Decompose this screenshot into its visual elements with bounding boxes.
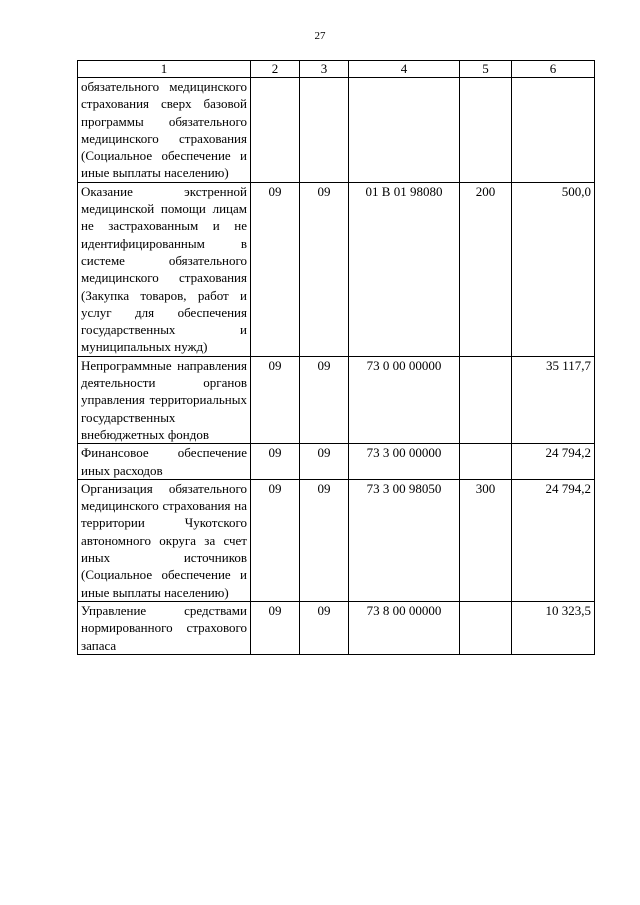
expense-type-code bbox=[460, 601, 512, 654]
target-article-code bbox=[349, 78, 460, 183]
amount bbox=[512, 78, 595, 183]
target-article-code: 73 0 00 00000 bbox=[349, 356, 460, 443]
target-article-code: 73 3 00 00000 bbox=[349, 444, 460, 480]
amount: 24 794,2 bbox=[512, 444, 595, 480]
target-article-code: 73 3 00 98050 bbox=[349, 479, 460, 601]
row-name: Управление средствами нормированного страхового запаса bbox=[78, 601, 251, 654]
section-code: 09 bbox=[251, 444, 300, 480]
table-row bbox=[78, 356, 595, 443]
column-header: 1 bbox=[78, 61, 251, 78]
column-header: 5 bbox=[460, 61, 512, 78]
column-header: 3 bbox=[300, 61, 349, 78]
target-article-code: 01 В 01 98080 bbox=[349, 182, 460, 356]
amount: 10 323,5 bbox=[512, 601, 595, 654]
subsection-code: 09 bbox=[300, 444, 349, 480]
budget-table bbox=[77, 60, 595, 655]
table-row bbox=[78, 78, 595, 183]
page-number: 27 bbox=[314, 30, 326, 42]
row-name: Организация обязательного медицинского страхования на территории Чукотского автономного округа за счет иных источников (Социальное обеспечение и иные выплаты населению) bbox=[78, 479, 251, 601]
amount: 500,0 bbox=[512, 182, 595, 356]
section-code: 09 bbox=[251, 479, 300, 601]
column-header: 2 bbox=[251, 61, 300, 78]
section-code: 09 bbox=[251, 601, 300, 654]
subsection-code: 09 bbox=[300, 601, 349, 654]
section-code: 09 bbox=[251, 356, 300, 443]
row-name: Непрограммные направления деятельности органов управления территориальных государственных внебюджетных фондов bbox=[78, 356, 251, 443]
target-article-code: 73 8 00 00000 bbox=[349, 601, 460, 654]
table-row bbox=[78, 182, 595, 356]
row-name: обязательного медицинского страхования сверх базовой программы обязательного медицинского страхования (Социальное обеспечение и иные выплаты населению) bbox=[78, 78, 251, 183]
expense-type-code: 300 bbox=[460, 479, 512, 601]
row-name: Финансовое обеспечение иных расходов bbox=[78, 444, 251, 480]
amount: 35 117,7 bbox=[512, 356, 595, 443]
column-header: 6 bbox=[512, 61, 595, 78]
table-row bbox=[78, 601, 595, 654]
section-code: 09 bbox=[251, 182, 300, 356]
expense-type-code bbox=[460, 78, 512, 183]
table-row bbox=[78, 444, 595, 480]
expense-type-code: 200 bbox=[460, 182, 512, 356]
header-row bbox=[78, 61, 595, 78]
table-row bbox=[78, 479, 595, 601]
subsection-code bbox=[300, 78, 349, 183]
row-name: Оказание экстренной медицинской помощи лицам не застрахованным и не идентифицированным в системе обязательного медицинского страхования (Закупка товаров, работ и услуг для обеспечения государственных и муниципальных нужд) bbox=[78, 182, 251, 356]
expense-type-code bbox=[460, 444, 512, 480]
subsection-code: 09 bbox=[300, 356, 349, 443]
section-code bbox=[251, 78, 300, 183]
column-header: 4 bbox=[349, 61, 460, 78]
subsection-code: 09 bbox=[300, 182, 349, 356]
amount: 24 794,2 bbox=[512, 479, 595, 601]
subsection-code: 09 bbox=[300, 479, 349, 601]
expense-type-code bbox=[460, 356, 512, 443]
